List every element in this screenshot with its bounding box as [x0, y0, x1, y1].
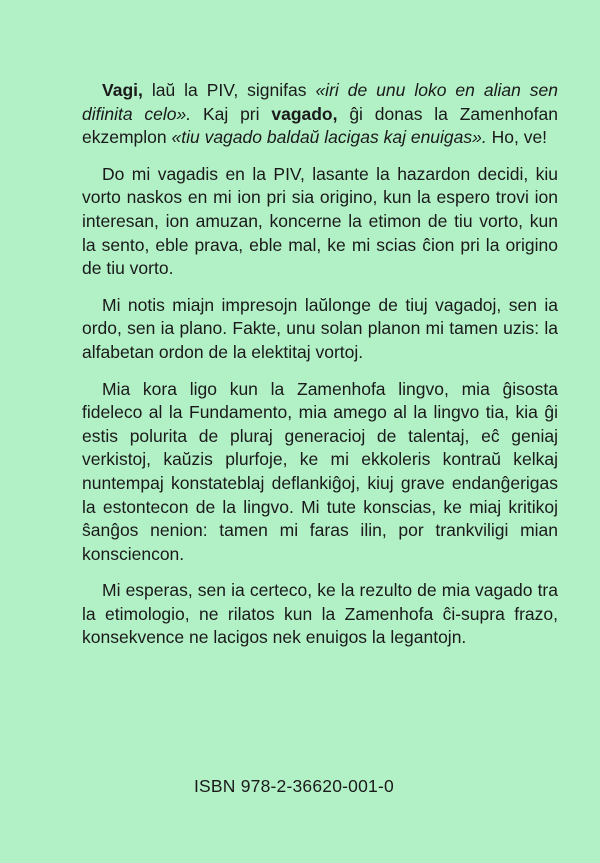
paragraph-1-text-b: Kaj pri	[191, 103, 272, 124]
quote-example: «tiu vagado baldaŭ lacigas kaj enuigas».	[171, 127, 487, 148]
paragraph-2: Do mi vagadis en la PIV, lasante la hazardon decidi, kiu vorto naskos en mi ion pri sia origino, kun la espero trovi ion interesan, ion amuzan, koncerne la etimon de tiu vorto, kun la sento, eble prava, eble mal, ke mi scias ĉion pri la origino de tiu vorto.	[82, 163, 558, 279]
back-cover-text	[82, 79, 558, 663]
term-vagi: Vagi,	[102, 80, 143, 100]
paragraph-5: Mi esperas, sen ia certeco, ke la rezulto de mia vagado tra la etimologio, ne rilatos kun la Zamenhofa ĉi-supra frazo, konsekvence ne lacigos nek enuigos la legantojn.	[82, 580, 558, 648]
paragraph-1-text-c: ĝi donas la Zamenhofan ekzemplon	[82, 103, 558, 148]
paragraph-1-text-a: laŭ la PIV, signifas	[142, 80, 316, 100]
paragraph-4: Mia kora ligo kun la Zamenhofa lingvo, mia ĝisosta fideleco al la Fundamento, mia amego al la lingvo tia, kia ĝi estis polurita de pluraj generacioj de talentaj, eĉ geniaj verkistoj, kaŭzis plurfoje, ke mi ekkoleris kontraŭ kelkaj nuntempaj konstateblaj deflankiĝoj, kiuj grave endanĝerigas la estontecon de la lingvo. Mi tute konscias, ke miaj kritikoj ŝanĝos nenion: tamen mi faras ilin, por trankviligi mian konsciencon.	[82, 378, 558, 564]
term-vagado: vagado,	[271, 103, 338, 124]
quote-definition: «iri de unu loko en alian sen difinita celo».	[82, 80, 558, 124]
paragraph-1	[82, 79, 558, 150]
paragraph-1-text-d: Ho, ve!	[486, 127, 548, 148]
paragraph-3: Mi notis miajn impresojn laŭlonge de tiuj vagadoj, sen ia ordo, sen ia plano. Fakte, unu solan planon mi tamen uzis: la alfabetan ordon de la elektitaj vortoj.	[82, 294, 558, 362]
isbn-number: ISBN 978-2-36620-001-0	[194, 776, 394, 796]
